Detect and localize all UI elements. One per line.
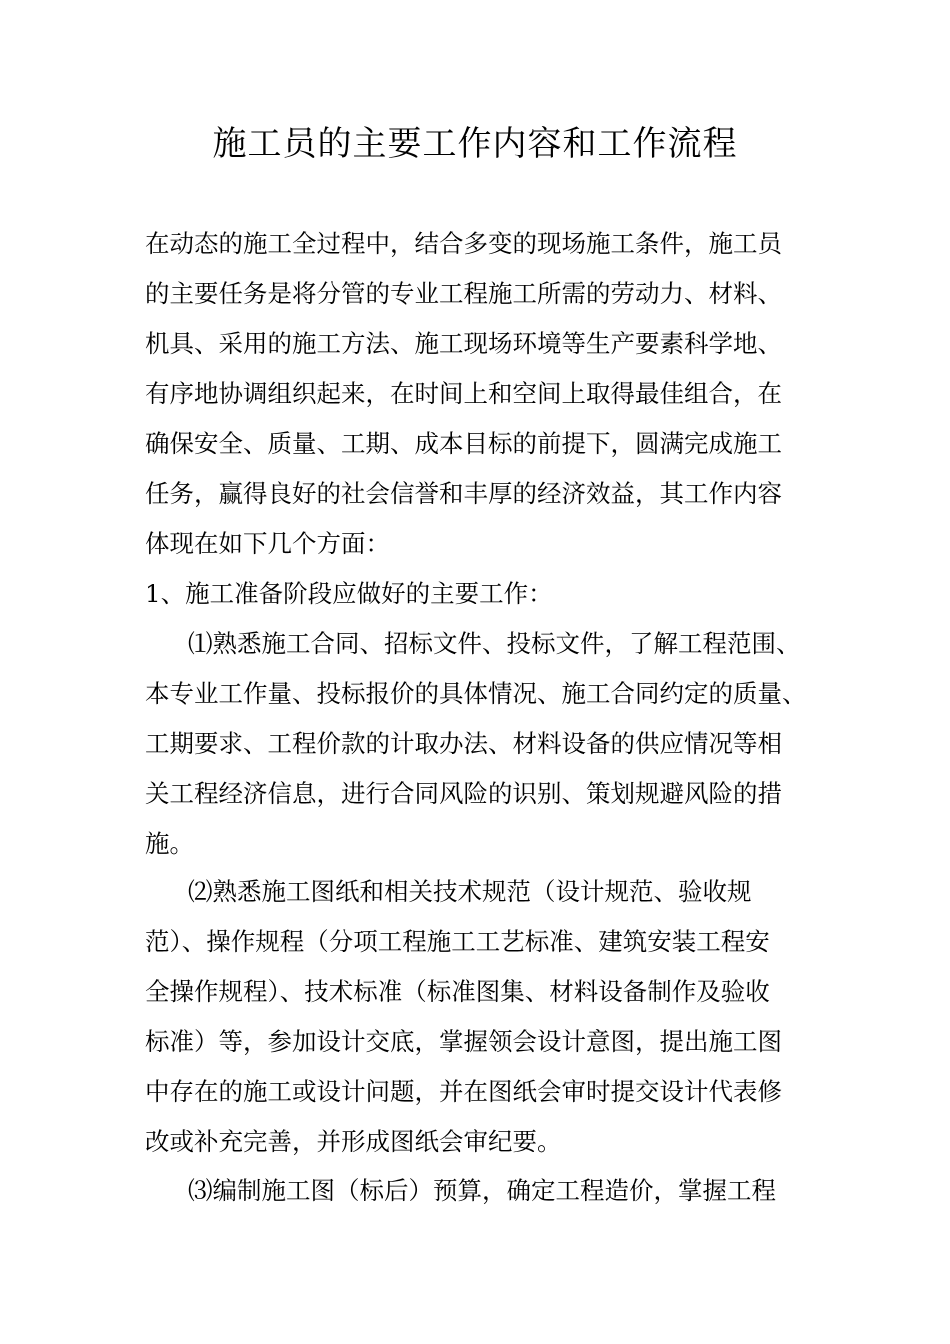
text-line: 关工程经济信息，进行合同风险的识别、策划规避风险的措 — [145, 779, 782, 808]
list-item-3 — [145, 1166, 810, 1216]
text-line: 的主要任务是将分管的专业工程施工所需的劳动力、材料、 — [145, 279, 782, 308]
text-line: 全操作规程）、技术标准（标准图集、材料设备制作及验收 — [145, 977, 770, 1006]
section-1-heading: 1、施工准备阶段应做好的主要工作： — [145, 579, 553, 608]
intro-paragraph — [145, 219, 810, 569]
text-line: 工期要求、工程价款的计取办法、材料设备的供应情况等相 — [145, 729, 782, 758]
document-title: 施工员的主要工作内容和工作流程 — [212, 124, 738, 164]
text-line: 任务，赢得良好的社会信誉和丰厚的经济效益，其工作内容 — [145, 479, 782, 508]
text-line: 体现在如下几个方面： — [145, 529, 390, 558]
section-heading — [145, 569, 810, 619]
text-line: 标准）等，参加设计交底，掌握领会设计意图，提出施工图 — [145, 1027, 782, 1056]
text-line: 改或补充完善，并形成图纸会审纪要。 — [145, 1127, 562, 1156]
text-line: 施。 — [145, 829, 194, 858]
text-line: 确保安全、质量、工期、成本目标的前提下，圆满完成施工 — [145, 429, 782, 458]
text-line: 有序地协调组织起来，在时间上和空间上取得最佳组合，在 — [145, 379, 782, 408]
text-line: 中存在的施工或设计问题，并在图纸会审时提交设计代表修 — [145, 1077, 782, 1106]
text-line: ⑵熟悉施工图纸和相关技术规范（设计规范、验收规 — [188, 877, 752, 906]
text-line: 本专业工作量、投标报价的具体情况、施工合同约定的质量、 — [145, 679, 807, 708]
list-item-1 — [145, 619, 810, 869]
list-item-2 — [145, 867, 810, 1167]
text-line: ⑴熟悉施工合同、招标文件、投标文件，了解工程范围、 — [188, 629, 801, 658]
text-line: 范）、操作规程（分项工程施工工艺标准、建筑安装工程安 — [145, 927, 770, 956]
text-line: 在动态的施工全过程中，结合多变的现场施工条件，施工员 — [145, 229, 782, 258]
text-line: ⑶编制施工图（标后）预算，确定工程造价，掌握工程 — [188, 1176, 776, 1205]
text-line: 机具、采用的施工方法、施工现场环境等生产要素科学地、 — [145, 329, 782, 358]
